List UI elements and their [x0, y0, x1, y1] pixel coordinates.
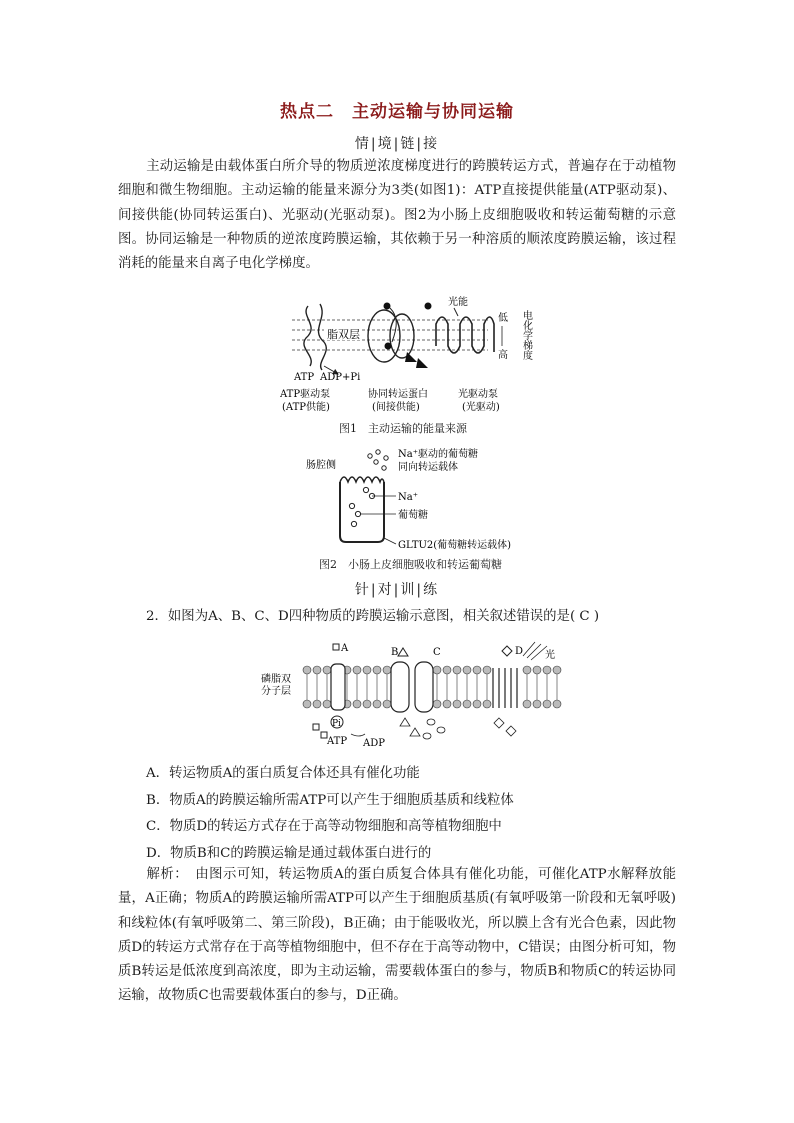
- option-a: A．转运物质A的蛋白质复合体还具有催化功能: [146, 766, 420, 781]
- pump2-sub: (间接供能): [372, 402, 420, 413]
- intro-text: 主动运输是由载体蛋白所介导的物质逆浓度梯度进行的跨膜转运方式，普遍存在于动植物细胞和微生物细胞。主动运输的能量来源分为3类(如图1)：ATP直接提供能量(ATP驱动泵)、间接供能(协同转运蛋白)、光驱动(光驱动泵)。图2为小肠上皮细胞吸收和转运葡萄糖的示意图。协同运输是一种物质的逆浓度跨膜运输，其依赖于另一种溶质的顺浓度跨膜运输，该过程消耗的能量来自离子电化学梯度。: [118, 159, 676, 272]
- analysis-paragraph: [118, 863, 676, 1009]
- label-glucose: 葡萄糖: [398, 510, 428, 521]
- label-transporter-line2: 同向转运载体: [398, 462, 458, 473]
- label-gltu2: GLTU2(葡萄糖转运载体): [398, 540, 512, 550]
- pump2-name: 协同转运蛋白: [368, 389, 428, 400]
- figure-2-intestinal-cell: [306, 444, 536, 550]
- label-light: 光: [545, 650, 555, 661]
- section-heading-practice: 针|对|训|练: [354, 582, 440, 598]
- option-c: C．物质D的转运方式存在于高等动物细胞和高等植物细胞中: [146, 819, 502, 834]
- pump1-name: ATP驱动泵: [280, 389, 331, 400]
- label-substance-d: D: [515, 646, 524, 657]
- figure-1-caption: 图1 主动运输的能量来源: [339, 422, 467, 435]
- label-adp: ADP: [363, 738, 385, 749]
- label-bilayer-line1: 磷脂双: [261, 674, 291, 685]
- label-na-ion: Na⁺: [398, 492, 418, 503]
- analysis-text: 解析： 由图示可知，转运物质A的蛋白质复合体具有催化功能，可催化ATP水解释放能量，A正确；物质A的跨膜运输所需ATP可以产生于细胞质基质(有氧呼吸第一阶段和无氧呼吸)和线粒体(有氧呼吸第二、第三阶段)，B正确；由于能吸收光，所以膜上含有光合色素，因此物质D的转运方式常存在于高等植物细胞中，但不存在于高等动物中，C错误；由图分析可知，物质B转运是低浓度到高浓度，即为主动运输，需要载体蛋白的参与，物质B和物质C的转运协同运输，故物质C也需要载体蛋白的参与，D正确。: [118, 867, 676, 1004]
- label-adp-pi: ADP+Pi: [320, 372, 361, 383]
- label-high: 高: [498, 350, 508, 361]
- option-b: B．物质A的跨膜运输所需ATP可以产生于细胞质基质和线粒体: [146, 793, 514, 808]
- intro-paragraph: [118, 155, 676, 276]
- pump3-name: 光驱动泵: [458, 389, 498, 400]
- label-transporter-line1: Na⁺驱动的葡萄糖: [398, 449, 478, 460]
- label-substance-a: A: [341, 643, 349, 654]
- section-heading-context: 情|境|链|接: [354, 136, 440, 152]
- label-electrochemical-gradient: 电化学梯度: [520, 310, 532, 360]
- label-low: 低: [498, 313, 508, 324]
- label-lumen-side: 肠腔侧: [306, 460, 336, 471]
- label-bilayer-line2: 分子层: [261, 686, 291, 697]
- page-title: 热点二 主动运输与协同运输: [280, 102, 514, 122]
- label-bilayer: 脂双层: [327, 328, 360, 341]
- label-atp: ATP: [294, 372, 315, 383]
- option-d: D．物质B和C的跨膜运输是通过载体蛋白进行的: [146, 846, 432, 861]
- pump3-sub: (光驱动): [462, 402, 500, 413]
- label-pi: Pi: [332, 719, 341, 729]
- figure-3-membrane-transport: [255, 638, 585, 750]
- question-stem: 2．如图为A、B、C、D四种物质的跨膜运输示意图，相关叙述错误的是( C ): [146, 609, 600, 624]
- label-substance-c: C: [433, 647, 441, 658]
- label-light-energy: 光能: [448, 297, 468, 308]
- figure-2-caption: 图2 小肠上皮细胞吸收和转运葡萄糖: [319, 558, 502, 571]
- label-atp: ATP: [327, 736, 348, 747]
- label-substance-b: B: [391, 647, 399, 658]
- pump1-sub: (ATP供能): [282, 402, 330, 413]
- figure-1-energy-sources: [280, 296, 540, 416]
